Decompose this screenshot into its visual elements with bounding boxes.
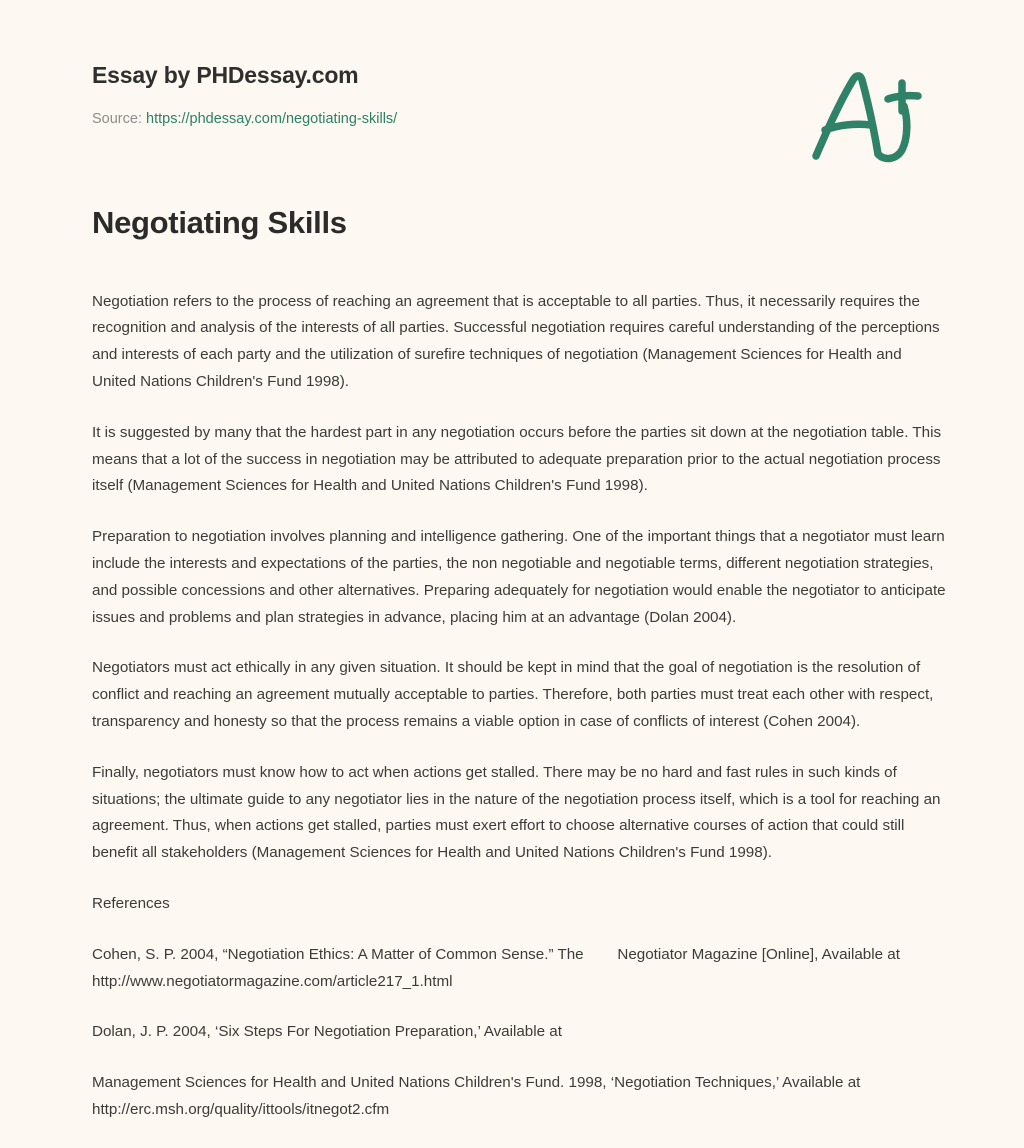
- source-url-link[interactable]: https://phdessay.com/negotiating-skills/: [146, 110, 398, 127]
- source-label: Source:: [92, 110, 142, 127]
- references-heading: References: [92, 894, 170, 912]
- body-paragraph: Finally, negotiators must know how to act when actions get stalled. There may be no hard and fast rules in such kinds of situations; the ultimate guide to any negotiator lies in the nature of the negotiation process itself, which is a tool for reaching an agreement. Thus, when actions get stalled, parties must exert effort to choose alternative courses of action that could still benefit all stakeholders (Management Sciences for Health and United Nations Children's Fund 1998).: [92, 763, 945, 862]
- body-paragraph: Preparation to negotiation involves planning and intelligence gathering. One of the important things that a negotiator must learn include the interests and expectations of the parties, the non negotiable and negotiable terms, different negotiation strategies, and possible concessions and other alternatives. Preparing adequately for negotiation would enable the negotiator to anticipate issues and problems and plan strategies in advance, placing him at an advantage (Dolan 2004).: [92, 528, 950, 626]
- brand-title: Essay by PHDessay.com: [92, 62, 359, 88]
- reference-item: Management Sciences for Health and United Nations Children's Fund. 1998, ‘Negotiation Techniques,’ Available at http://erc.msh.org/quality/ittools/itnegot2.cfm: [92, 1074, 865, 1118]
- reference-item: Cohen, S. P. 2004, “Negotiation Ethics: A Matter of Common Sense.” The Negotiator Magazine [Online], Available at http://www.negotiatormagazine.com/article217_1.html: [92, 945, 913, 990]
- reference-item: Dolan, J. P. 2004, ‘Six Steps For Negotiation Preparation,’ Available at: [92, 1023, 562, 1041]
- body-paragraph: It is suggested by many that the hardest part in any negotiation occurs before the parties sit down at the negotiation table. This means that a lot of the success in negotiation may be attributed to adequate preparation prior to the actual negotiation process itself (Management Sciences for Health and United Nations Children's Fund 1998).: [92, 423, 946, 495]
- body-paragraph: Negotiation refers to the process of reaching an agreement that is acceptable to all parties. Thus, it necessarily requires the recognition and analysis of the interests of all parties. Successful negotiation requires careful understanding of the perceptions and interests of each party and the utilization of surefire techniques of negotiation (Management Sciences for Health and United Nations Children's Fund 1998).: [92, 292, 944, 391]
- page-title: Negotiating Skills: [92, 205, 347, 240]
- body-paragraph: Negotiators must act ethically in any given situation. It should be kept in mind that the goal of negotiation is the resolution of conflict and reaching an agreement mutually acceptable to parties. Therefore, both parties must treat each other with respect, transparency and honesty so that the process remains a viable option in case of conflicts of interest (Cohen 2004).: [92, 659, 938, 730]
